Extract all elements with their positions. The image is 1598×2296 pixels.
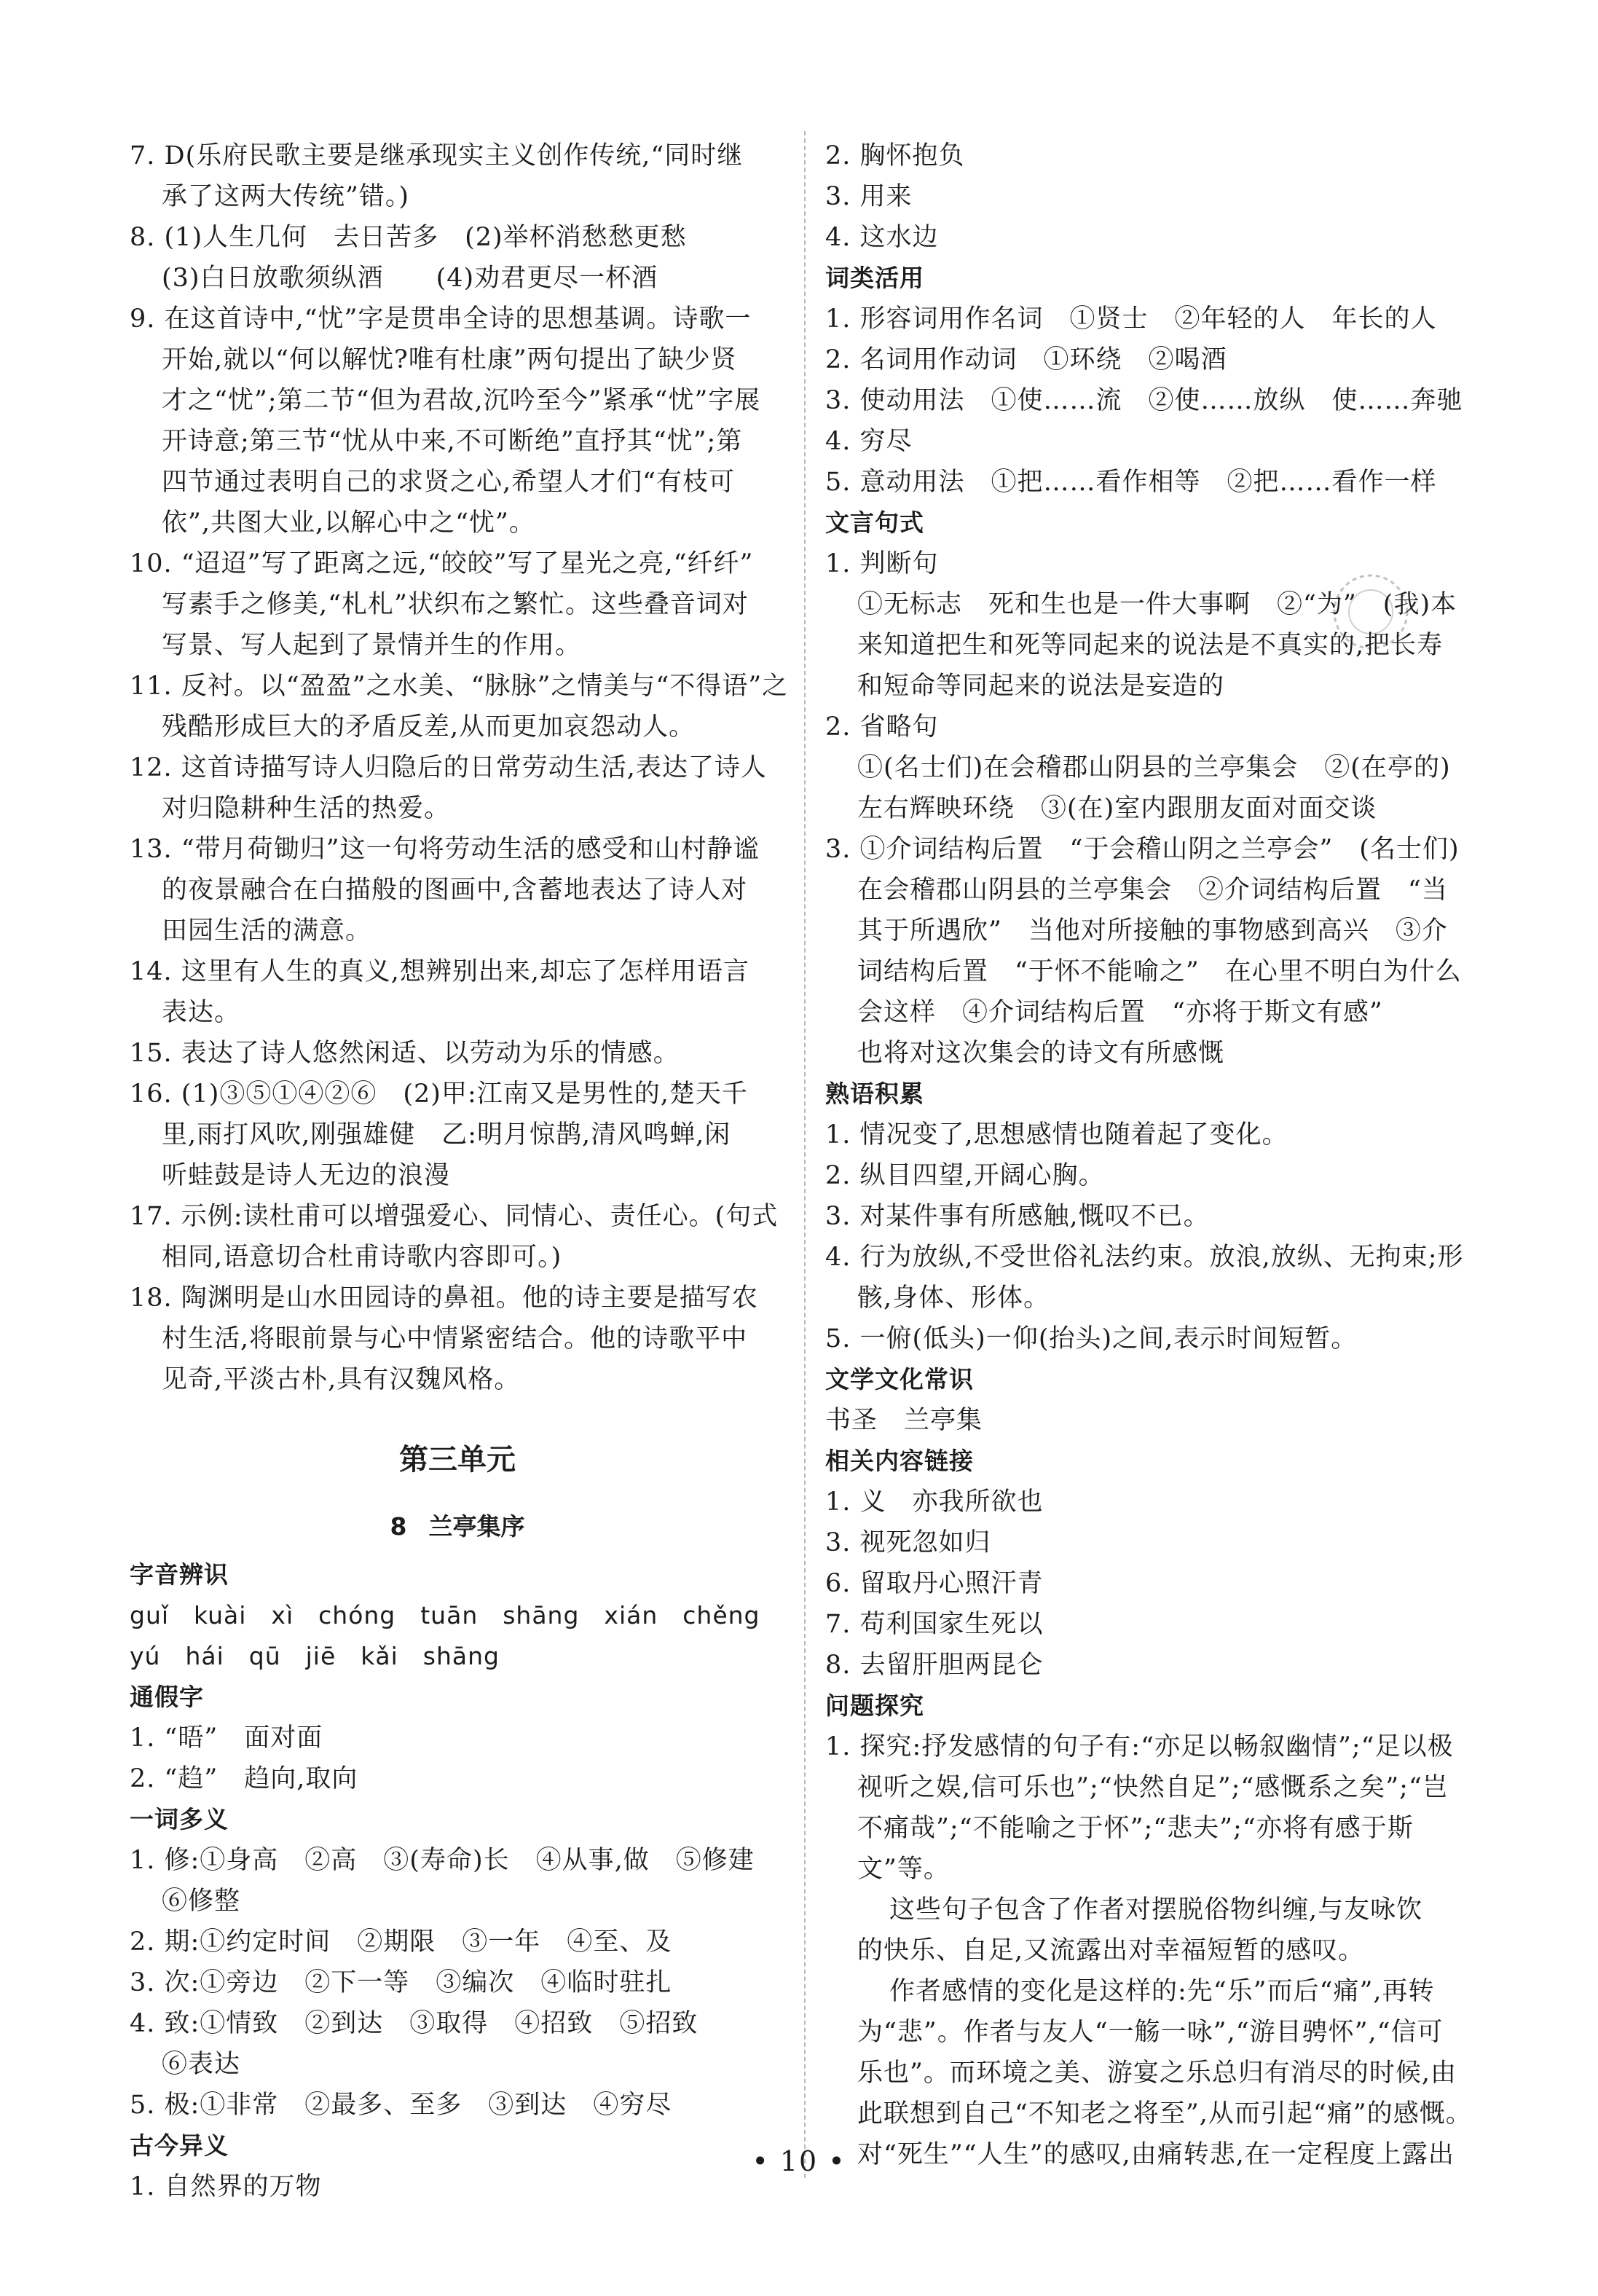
answer-line: 此联想到自己“不知老之将至”,从而引起“痛”的感慨。 [857,2099,1472,2128]
answer-line: 17. 示例:读杜甫可以增强爱心、同情心、责任心。(句式 [130,1202,779,1231]
answer-line: 1. 自然界的万物 [130,2172,322,2201]
answer-line: 左右辉映环绕 ③(在)室内跟朋友面对面交谈 [857,794,1377,823]
answer-line: 开始,就以“何以解忧?唯有杜康”两句提出了缺少贤 [162,345,737,374]
section-heading: 通假字 [130,1683,204,1711]
section-heading: 词类活用 [825,264,924,292]
section-heading: 一词多义 [130,1805,229,1833]
answer-line: 2. 名词用作动词 ①环绕 ②喝酒 [825,345,1227,374]
answer-line: 10. “迢迢”写了距离之远,“皎皎”写了星光之亮,“纤纤” [130,549,754,578]
answer-line: 1. 判断句 [825,549,939,578]
section-heading: 文言句式 [825,508,924,537]
answer-line: 3. 视死忽如归 [825,1528,991,1557]
column-divider [804,131,806,2178]
section-heading: 古今异义 [130,2131,229,2160]
answer-line: 3. 使动用法 ①使……流 ②使……放纵 使……奔驰 [825,386,1463,415]
answer-line: 12. 这首诗描写诗人归隐后的日常劳动生活,表达了诗人 [130,753,767,782]
answer-line: 里,雨打风吹,刚强雄健 乙:明月惊鹊,清风鸣蝉,闲 [162,1120,731,1149]
page-number: • 10 • [752,2145,846,2177]
answer-line: 开诗意;第三节“忧从中来,不可断绝”直抒其“忧”;第 [162,427,743,456]
answer-line: 5. 极:①非常 ②最多、至多 ③到达 ④穷尽 [130,2091,672,2120]
answer-line: ①(名士们)在会稽郡山阴县的兰亭集会 ②(在亭的) [857,753,1451,782]
answer-line: 这些句子包含了作者对摆脱俗物纠缠,与友咏饮 [889,1895,1423,1925]
answer-line: 残酷形成巨大的矛盾反差,从而更加哀怨动人。 [162,712,696,742]
answer-line: 承了这两大传统”错。) [162,182,410,211]
answer-line: 其于所遇欣” 当他对所接触的事物感到高兴 ③介 [857,916,1448,945]
answer-line: 1. 义 亦我所欲也 [825,1487,1044,1517]
section-heading: 相关内容链接 [825,1447,974,1475]
pinyin-line: yú hái qū jiē kǎi shāng [130,1642,500,1670]
answer-line: 4. 致:①情致 ②到达 ③取得 ④招致 ⑤招致 [130,2009,698,2038]
answer-line: 乐也”。而环境之美、游宴之乐总归有消尽的时候,由 [857,2059,1457,2088]
section-heading: 熟语积累 [825,1080,924,1108]
answer-line: 为“悲”。作者与友人“一觞一咏”,“游目骋怀”,“信可 [857,2018,1444,2047]
lesson-heading [130,1506,785,1547]
answer-line: 见奇,平淡古朴,具有汉魏风格。 [162,1365,521,1394]
answer-line: 1. 情况变了,思想感情也随着起了变化。 [825,1120,1288,1149]
answer-line: 7. D(乐府民歌主要是继承现实主义创作传统,“同时继 [130,141,744,170]
answer-line: ⑥表达 [162,2050,241,2079]
answer-line: 1. 修:①身高 ②高 ③(寿命)长 ④从事,做 ⑤修建 [130,1846,755,1875]
answer-line: 11. 反衬。以“盈盈”之水美、“脉脉”之情美与“不得语”之 [130,672,789,701]
answer-line: 1. 形容词用作名词 ①贤士 ②年轻的人 年长的人 [825,304,1437,334]
answer-line: 1. “晤” 面对面 [130,1723,323,1753]
answer-line: 8. (1)人生几何 去日苦多 (2)举杯消愁愁更愁 [130,223,687,252]
answer-line: 也将对这次集会的诗文有所感慨 [857,1039,1225,1068]
unit-title: 第三单元 [399,1443,516,1477]
answer-line: 3. 对某件事有所感触,慨叹不已。 [825,1202,1210,1231]
answer-line: 3. 用来 [825,182,913,211]
left-column [130,135,789,2207]
answer-line: 2. 胸怀抱负 [825,141,965,170]
answer-line: 的夜景融合在白描般的图画中,含蓄地表达了诗人对 [162,876,748,905]
answer-line: 视听之娱,信可乐也”;“快然自足”;“感慨系之矣”;“岂 [857,1773,1449,1802]
answer-line: 3. 次:①旁边 ②下一等 ③编次 ④临时驻扎 [130,1968,672,1997]
answer-line: 作者感情的变化是这样的:先“乐”而后“痛”,再转 [889,1977,1435,2006]
answer-line: 相同,语意切合杜甫诗歌内容即可。) [162,1243,562,1272]
answer-line: 骸,身体、形体。 [857,1283,1050,1313]
answer-line: 文”等。 [857,1855,950,1884]
section-heading: 文学文化常识 [825,1365,974,1393]
section-heading: 问题探究 [825,1691,924,1720]
answer-line: 的快乐、自足,又流露出对幸福短暂的感叹。 [857,1936,1365,1965]
answer-line: 依”,共图大业,以解心中之“忧”。 [162,508,535,538]
answer-line: 才之“忧”;第二节“但为君故,沉吟至今”紧承“忧”字展 [162,386,761,415]
answer-line: 9. 在这首诗中,“忧”字是贯串全诗的思想基调。诗歌一 [130,304,752,334]
answer-line: 书圣 兰亭集 [825,1406,983,1435]
answer-line: 来知道把生和死等同起来的说法是不真实的,把长寿 [857,631,1444,660]
answer-line: 6. 留取丹心照汗青 [825,1569,1044,1598]
answer-line: 1. 探究:抒发感情的句子有:“亦足以畅叙幽情”;“足以极 [825,1732,1454,1761]
answer-line: (3)白日放歌须纵酒 (4)劝君更尽一杯酒 [162,264,658,293]
section-heading: 字音辨识 [130,1560,229,1589]
answer-line: 听蛙鼓是诗人无边的浪漫 [162,1161,451,1190]
lesson-number: 8 [390,1512,407,1541]
answer-line: 词结构后置 “于怀不能喻之” 在心里不明白为什么 [857,957,1462,986]
answer-line: 2. “趋” 趋向,取向 [130,1764,358,1793]
answer-line: 在会稽郡山阴县的兰亭集会 ②介词结构后置 “当 [857,876,1448,905]
answer-line: 5. 一俯(低头)一仰(抬头)之间,表示时间短暂。 [825,1324,1358,1353]
answer-line: 写素手之修美,“札札”状织布之繁忙。这些叠音词对 [162,590,749,619]
answer-line: 田园生活的满意。 [162,916,372,945]
answer-line: 2. 期:①约定时间 ②期限 ③一年 ④至、及 [130,1927,672,1957]
answer-line: ⑥修整 [162,1887,241,1916]
answer-line: 18. 陶渊明是山水田园诗的鼻祖。他的诗主要是描写农 [130,1283,758,1313]
lesson-title: 兰亭集序 [428,1512,525,1541]
answer-line: 2. 省略句 [825,712,939,742]
answer-line: 表达。 [162,998,241,1027]
answer-line: 不痛哉”;“不能喻之于怀”;“悲夫”;“亦将有感于斯 [857,1814,1414,1843]
answer-line: 16. (1)③⑤①④②⑥ (2)甲:江南又是男性的,楚天千 [130,1080,748,1109]
answer-line: 5. 意动用法 ①把……看作相等 ②把……看作一样 [825,468,1437,497]
answer-line: 15. 表达了诗人悠然闲适、以劳动为乐的情感。 [130,1039,680,1068]
answer-line: 8. 去留肝胆两昆仑 [825,1651,1044,1680]
answer-line: 写景、写人起到了景情并生的作用。 [162,631,582,660]
answer-line: 村生活,将眼前景与心中情紧密结合。他的诗歌平中 [162,1324,748,1353]
answer-line: 和短命等同起来的说法是妄造的 [857,672,1225,701]
answer-line: 对归隐耕种生活的热爱。 [162,794,451,823]
answer-line: 4. 行为放纵,不受世俗礼法约束。放浪,放纵、无拘束;形 [825,1243,1464,1272]
answer-line: 四节通过表明自己的求贤之心,希望人才们“有枝可 [162,468,736,497]
answer-line: 14. 这里有人生的真义,想辨别出来,却忘了怎样用语言 [130,957,750,986]
pinyin-line: guǐ kuài xì chóng tuān shāng xián chěng [130,1601,760,1629]
answer-line: 对“死生”“人生”的感叹,由痛转悲,在一定程度上露出 [857,2140,1455,2169]
answer-line: 4. 穷尽 [825,427,913,456]
answer-line: 4. 这水边 [825,223,939,252]
right-column [825,135,1481,2175]
answer-line: 会这样 ④介词结构后置 “亦将于斯文有感” [857,998,1383,1027]
answer-line: 13. “带月荷锄归”这一句将劳动生活的感受和山村静谧 [130,835,760,864]
answer-line: 7. 苟利国家生死以 [825,1610,1044,1639]
answer-line: ①无标志 死和生也是一件大事啊 ②“为” (我)本 [857,590,1457,619]
answer-line: 3. ①介词结构后置 “于会稽山阴之兰亭会” (名士们) [825,835,1460,864]
answer-line: 2. 纵目四望,开阔心胸。 [825,1161,1105,1190]
